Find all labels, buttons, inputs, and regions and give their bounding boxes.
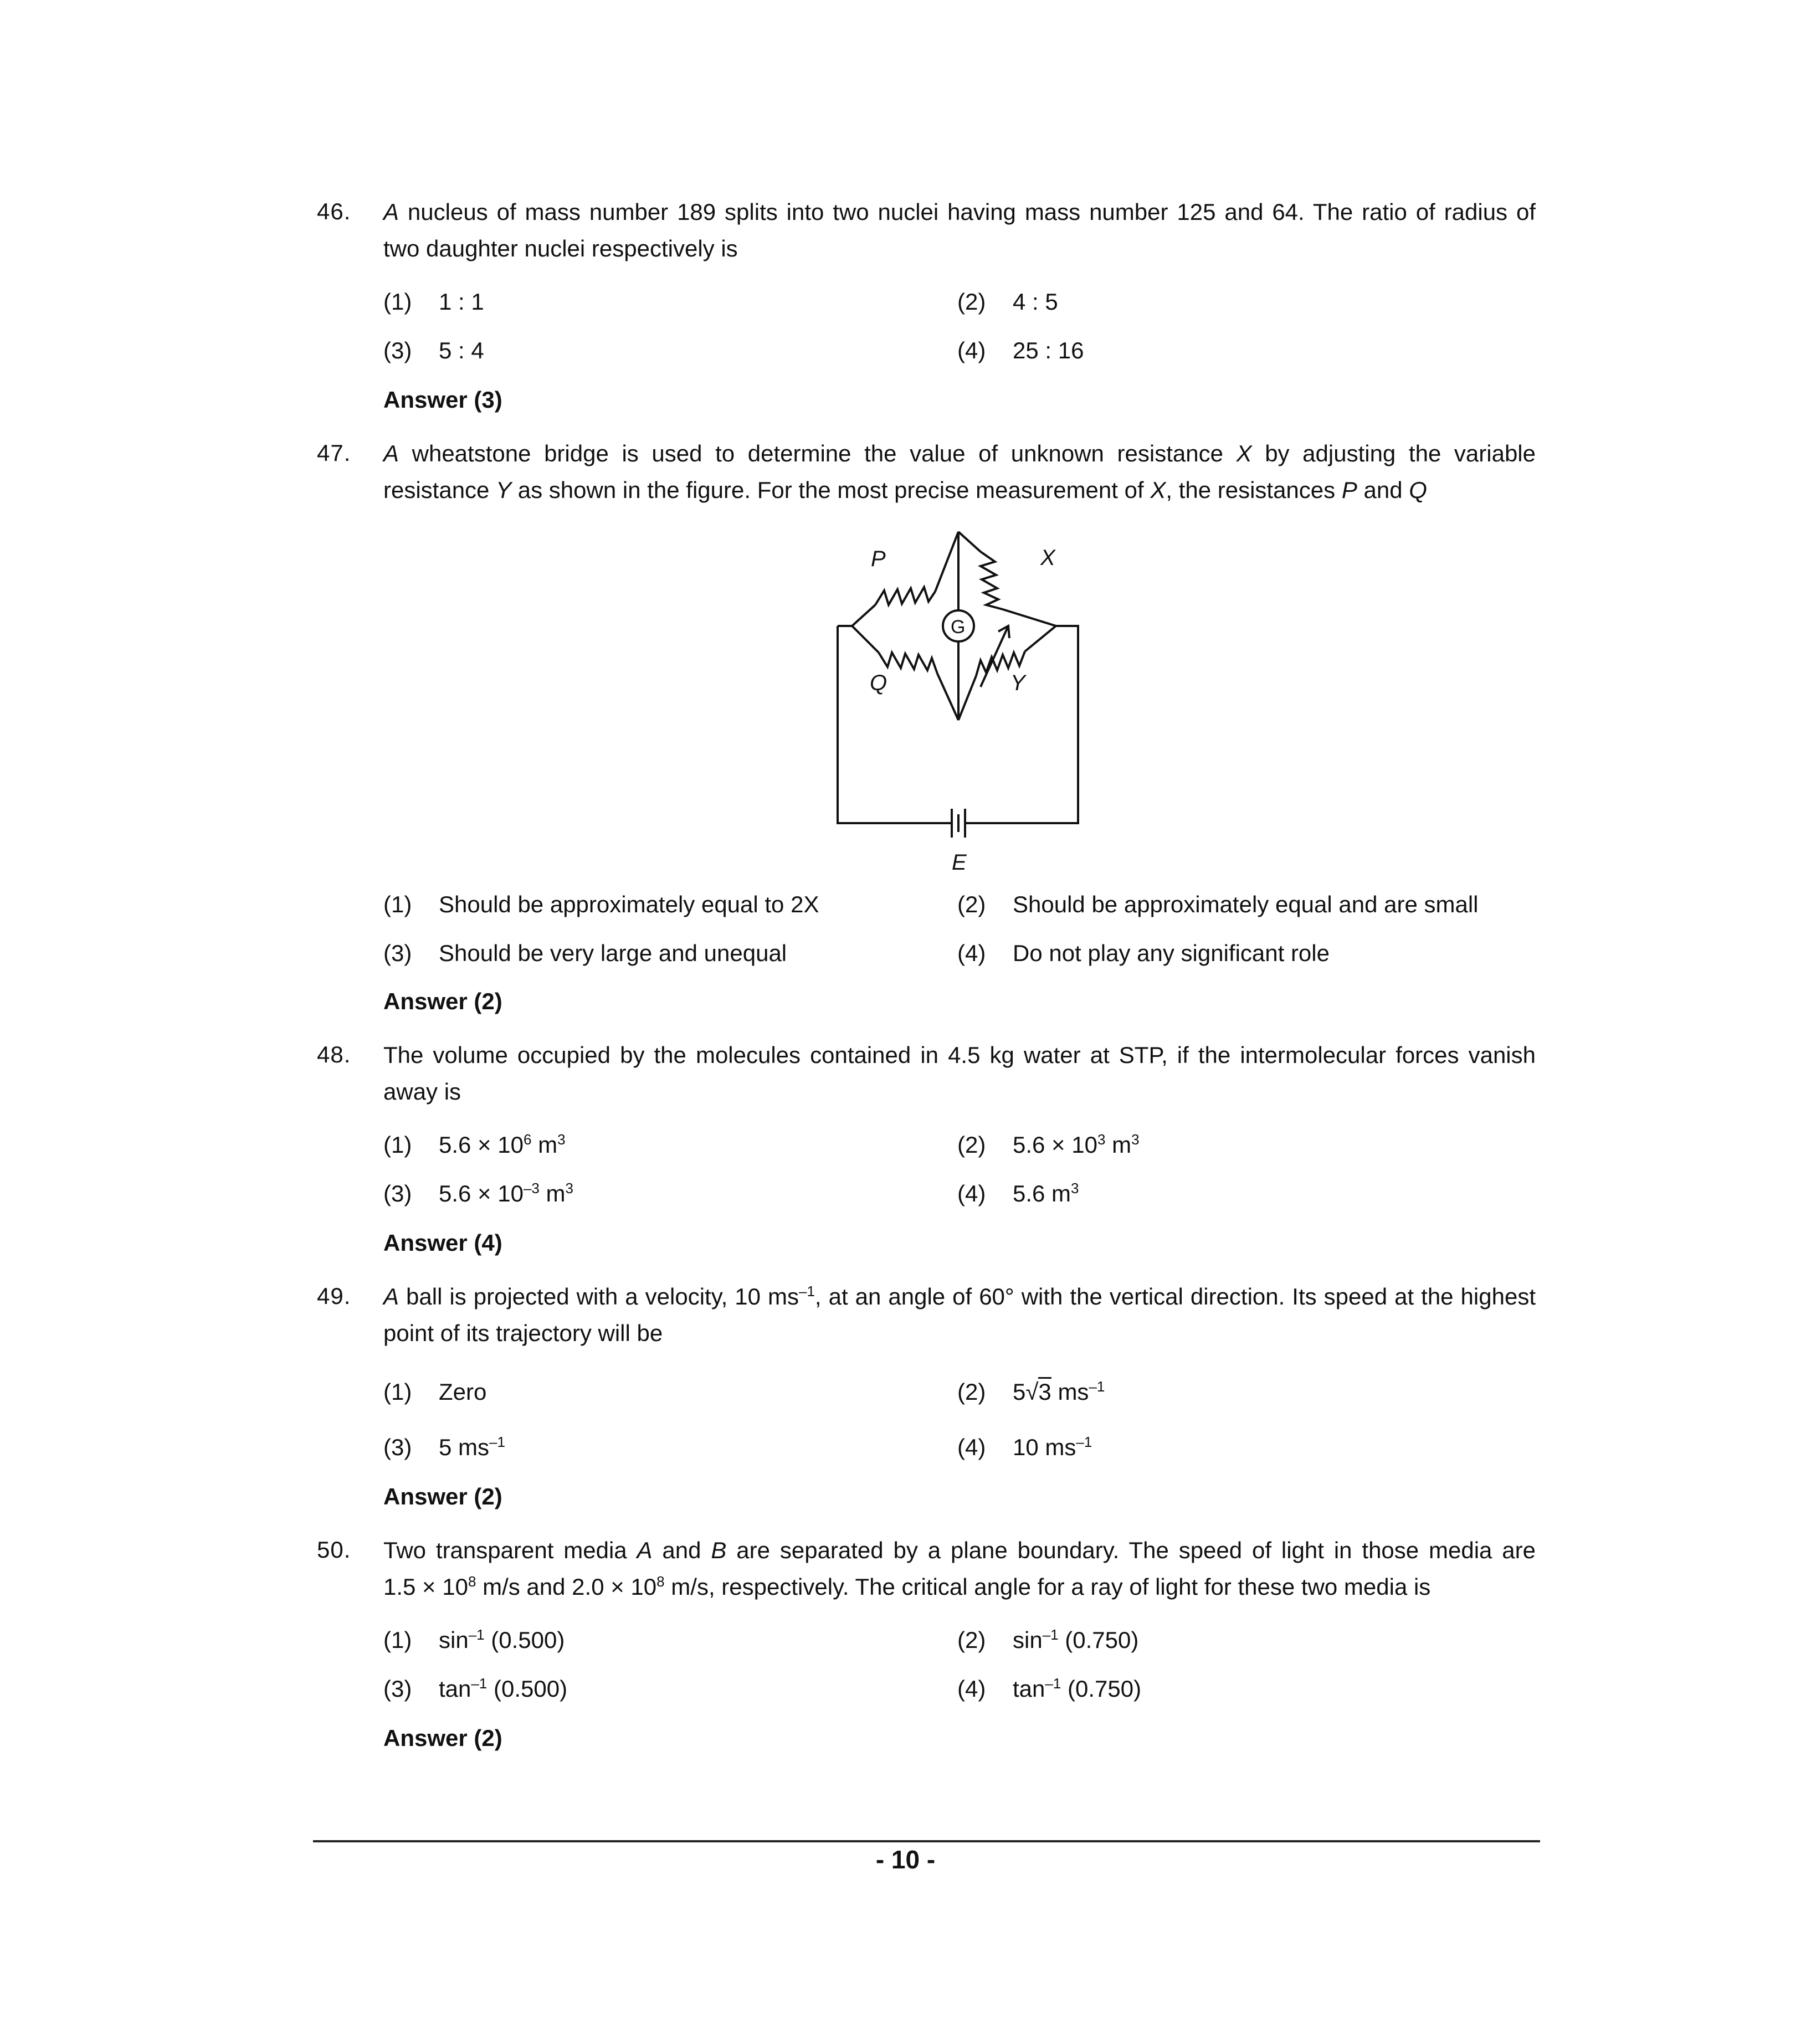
resistor-q: [879, 653, 937, 674]
question-text-line: [383, 1278, 1536, 1315]
option-number: (1): [383, 1132, 412, 1158]
option-text: Zero: [439, 1379, 487, 1405]
question-text: [383, 1278, 1536, 1352]
option-unit: m: [1045, 1180, 1071, 1206]
option-number: (1): [383, 289, 412, 315]
wheatstone-bridge-diagram: [820, 521, 1108, 886]
option-text: Should be approximately equal and are small: [1013, 891, 1479, 917]
option-text: 4 : 5: [1013, 289, 1058, 315]
option-exponent: 6: [523, 1131, 532, 1148]
question-text-line: point of its trajectory will be: [383, 1320, 663, 1346]
option-exponent: 3: [1097, 1131, 1106, 1148]
answer-50: Answer (2): [383, 1725, 502, 1751]
footer-divider: [313, 1840, 1540, 1842]
answer-49: Answer (2): [383, 1483, 502, 1509]
option-exponent: –1: [1045, 1675, 1061, 1692]
text-segment: m/s, respectively. The critical angle for a ray of light for these two media is: [664, 1574, 1431, 1600]
option-base: 5.6: [1013, 1180, 1045, 1206]
text-segment: A ball is projected with a velocity, 10 ms: [383, 1283, 799, 1309]
option-argument: (0.500): [487, 1676, 568, 1702]
question-text-line: resistance Y as shown in the figure. For the most precise measurement of X, the resistances P and Q: [383, 477, 1427, 503]
option-46-3[interactable]: [383, 337, 484, 364]
text-exponent: –1: [798, 1283, 815, 1300]
option-49-4[interactable]: [957, 1434, 1092, 1461]
option-48-4[interactable]: [957, 1180, 1079, 1208]
question-number: 46.: [317, 198, 351, 224]
question-number: 47.: [317, 440, 351, 466]
option-48-2[interactable]: [957, 1131, 1140, 1159]
option-function: sin: [1013, 1627, 1043, 1653]
question-number: 50.: [317, 1537, 351, 1563]
option-coefficient: 5: [1013, 1379, 1026, 1405]
option-number: (4): [957, 1676, 986, 1702]
option-47-4[interactable]: [957, 939, 1330, 967]
option-number: (4): [957, 1434, 986, 1460]
option-unit: ms: [1051, 1379, 1089, 1405]
option-text: 10 ms: [1013, 1434, 1076, 1460]
option-unit-exponent: 3: [1071, 1180, 1079, 1196]
label-p: P: [871, 547, 886, 571]
option-unit: m: [539, 1180, 566, 1206]
option-48-3[interactable]: [383, 1180, 573, 1208]
wheatstone-bridge-figure: [820, 521, 1108, 886]
option-number: (2): [957, 891, 986, 917]
option-number: (4): [957, 1180, 986, 1206]
option-number: (2): [957, 289, 986, 315]
option-46-2[interactable]: [957, 288, 1058, 316]
option-text: Should be approximately equal to 2X: [439, 891, 819, 917]
option-48-1[interactable]: [383, 1131, 566, 1159]
question-text-line: A nucleus of mass number 189 splits into two nuclei having mass number 125 and 64. The ratio of radius of: [383, 199, 1536, 225]
option-number: (3): [383, 940, 412, 966]
option-argument: (0.750): [1058, 1627, 1139, 1653]
answer-48: Answer (4): [383, 1230, 502, 1256]
resistor-p: [875, 587, 935, 605]
option-base: 5.6 × 10: [439, 1132, 524, 1158]
option-number: (3): [383, 1180, 412, 1206]
option-text: Should be very large and unequal: [439, 940, 787, 966]
option-number: (4): [957, 940, 986, 966]
option-text: 5 : 4: [439, 337, 484, 363]
question-text-line: The volume occupied by the molecules contained in 4.5 kg water at STP, if the intermolecular forces vanish: [383, 1042, 1536, 1068]
option-50-1[interactable]: [383, 1626, 565, 1654]
option-argument: (0.750): [1061, 1676, 1142, 1702]
question-text-line: Two transparent media A and B are separated by a plane boundary. The speed of light in those media are: [383, 1537, 1536, 1563]
circuit-wire-right: [971, 626, 1078, 823]
text-segment: m/s and 2.0 × 10: [476, 1574, 657, 1600]
option-unit-exponent: –1: [1076, 1434, 1092, 1450]
answer-47: Answer (2): [383, 988, 502, 1014]
option-46-1[interactable]: [383, 288, 484, 316]
question-number: 49.: [317, 1283, 351, 1309]
option-exponent: –1: [471, 1675, 488, 1692]
option-50-3[interactable]: [383, 1675, 567, 1703]
option-base: 5.6 × 10: [1013, 1132, 1097, 1158]
text-segment: , at an angle of 60° with the vertical direction. Its speed at the highest: [814, 1283, 1536, 1309]
option-exponent: –1: [468, 1626, 485, 1643]
option-number: (3): [383, 337, 412, 363]
option-text: 25 : 16: [1013, 337, 1084, 363]
option-47-3[interactable]: [383, 939, 787, 967]
option-number: (1): [383, 1627, 412, 1653]
option-exponent: –1: [1042, 1626, 1059, 1643]
option-number: (3): [383, 1434, 412, 1460]
question-text-line: A wheatstone bridge is used to determine the value of unknown resistance X by adjusting the variable: [383, 440, 1536, 466]
option-number: (1): [383, 1379, 412, 1405]
option-unit: m: [531, 1132, 558, 1158]
option-radicand: 3: [1038, 1377, 1051, 1405]
label-y: Y: [1010, 671, 1025, 695]
option-function: tan: [439, 1676, 471, 1702]
option-text: Do not play any significant role: [1013, 940, 1330, 966]
question-text-line: away is: [383, 1079, 461, 1105]
text-exponent: 8: [656, 1573, 665, 1590]
question-text: [383, 1037, 1536, 1110]
label-x: X: [1040, 546, 1055, 570]
sqrt-symbol-icon: √: [1025, 1379, 1039, 1405]
option-50-4[interactable]: [957, 1675, 1141, 1703]
question-text: [383, 1532, 1536, 1605]
option-49-3[interactable]: [383, 1434, 505, 1461]
option-number: (3): [383, 1676, 412, 1702]
option-49-2[interactable]: [957, 1378, 1105, 1406]
answer-46: Answer (3): [383, 387, 502, 413]
question-text: [383, 435, 1536, 509]
option-function: tan: [1013, 1676, 1045, 1702]
resistor-x: [981, 552, 1003, 609]
question-text-line: [383, 1569, 1536, 1605]
option-unit-exponent: –1: [1089, 1378, 1105, 1395]
question-number: 48.: [317, 1041, 351, 1067]
option-text: 1 : 1: [439, 289, 484, 315]
option-47-2[interactable]: [957, 891, 1479, 918]
option-unit-exponent: 3: [565, 1180, 574, 1196]
question-text: [383, 194, 1536, 267]
option-unit-exponent: 3: [1131, 1131, 1140, 1148]
option-argument: (0.500): [484, 1627, 565, 1653]
text-exponent: 8: [468, 1573, 476, 1590]
option-49-1[interactable]: [383, 1378, 486, 1406]
option-unit-exponent: 3: [557, 1131, 566, 1148]
label-g: G: [951, 617, 966, 638]
option-50-2[interactable]: [957, 1626, 1138, 1654]
label-q: Q: [870, 671, 887, 695]
option-text: 5 ms: [439, 1434, 490, 1460]
option-number: (2): [957, 1627, 986, 1653]
text-segment: 1.5 × 10: [383, 1574, 468, 1600]
option-46-4[interactable]: [957, 337, 1084, 364]
page-number: - 10 -: [875, 1845, 936, 1874]
option-function: sin: [439, 1627, 469, 1653]
option-base: 5.6 × 10: [439, 1180, 524, 1206]
option-unit-exponent: –1: [489, 1434, 505, 1450]
option-number: (2): [957, 1379, 986, 1405]
option-exponent: –3: [523, 1180, 540, 1196]
option-number: (2): [957, 1132, 986, 1158]
option-47-1[interactable]: [383, 891, 819, 918]
option-number: (1): [383, 891, 412, 917]
question-text-line: two daughter nuclei respectively is: [383, 235, 738, 261]
label-e: E: [952, 850, 967, 875]
option-number: (4): [957, 337, 986, 363]
option-unit: m: [1105, 1132, 1132, 1158]
